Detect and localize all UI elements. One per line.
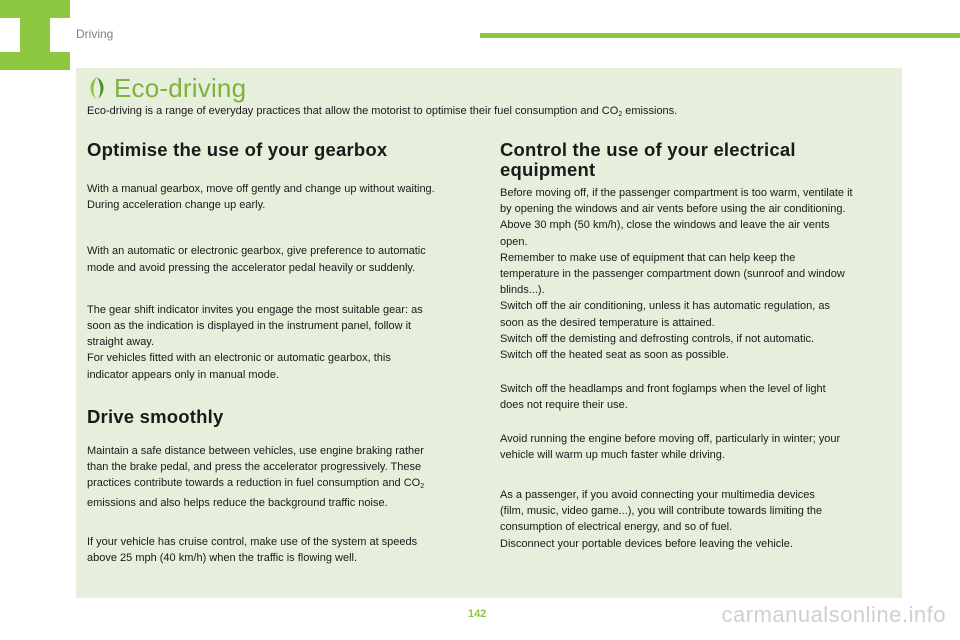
watermark: carmanualsonline.info — [721, 602, 946, 627]
smooth-paragraph-1-end: emissions and also helps reduce the background traffic noise. — [87, 497, 388, 510]
page-title: Eco-driving — [114, 72, 247, 103]
intro-subscript: 2 — [618, 111, 623, 118]
gearbox-paragraph-3: The gear shift indicator invites you engage the most suitable gear: as soon as the indication is displayed in the instrument panel, follow it straight away. For vehicles fitted with an electronic or automatic gearbox, this indicator appears only in manual mode. — [87, 303, 423, 381]
smooth-paragraph-1-subscript: 2 — [420, 483, 425, 491]
eco-leaf-icon — [86, 76, 108, 100]
smooth-paragraph-1-text: Maintain a safe distance between vehicles, use engine braking rather than the brake pedal, and press the accelerator progressively. These practices contribute towards a reduction in fuel consumption and CO — [87, 444, 424, 490]
left-column — [87, 140, 487, 566]
electrical-heading-line-1: Control the use of your electrical — [500, 139, 796, 160]
intro-paragraph — [87, 104, 887, 122]
page-number: 142 — [468, 608, 487, 620]
gearbox-paragraph-2: With an automatic or electronic gearbox, give preference to automatic mode and avoid pressing the accelerator pedal heavily or suddenly. — [87, 245, 426, 274]
section-emblem-icon — [0, 0, 70, 70]
intro-text: Eco-driving is a range of everyday practices that allow the motorist to optimise their fuel consumption and CO — [87, 105, 619, 117]
electrical-paragraph-2: Switch off the headlamps and front foglamps when the level of light does not require their use. — [500, 383, 826, 412]
electrical-paragraph-4: As a passenger, if you avoid connecting your multimedia devices (film, music, video game...), you will contribute towards limiting the consumption of electrical energy, and so of fuel. Disconnect your portable devices before leaving the vehicle. — [500, 489, 823, 550]
electrical-paragraph-3: Avoid running the engine before moving off, particularly in winter; your vehicle will warm up much faster while driving. — [500, 432, 841, 461]
right-column — [500, 140, 895, 552]
title-row — [86, 73, 246, 103]
electrical-heading — [500, 140, 895, 180]
smooth-paragraph-1 — [87, 443, 487, 512]
section-label: Driving — [76, 27, 114, 41]
header-divider — [480, 33, 960, 38]
electrical-paragraph-1: Before moving off, if the passenger compartment is too warm, ventilate it by opening the windows and air vents before using the air conditioning. Above 30 mph (50 km/h), close the windows and leave the air vents open. Remember to make use of equipment that can help keep the temperature in the passenger compartment down (sunroof and window blinds...). Switch off the air conditioning, unless it has automatic regulation, as soon as the desired temperature is attained. Switch off the demisting and defrosting controls, if not automatic. Switch off the heated seat as soon as possible. — [500, 187, 853, 362]
intro-text-end: emissions. — [622, 105, 678, 117]
gearbox-heading: Optimise the use of your gearbox — [87, 139, 388, 160]
gearbox-paragraph-1: With a manual gearbox, move off gently and change up without waiting. During acceleration change up early. — [87, 183, 435, 212]
electrical-heading-line-2: equipment — [500, 159, 596, 180]
smooth-paragraph-2: If your vehicle has cruise control, make use of the system at speeds above 25 mph (40 km/h) when the traffic is flowing well. — [87, 535, 418, 564]
drive-smoothly-heading: Drive smoothly — [87, 405, 224, 427]
